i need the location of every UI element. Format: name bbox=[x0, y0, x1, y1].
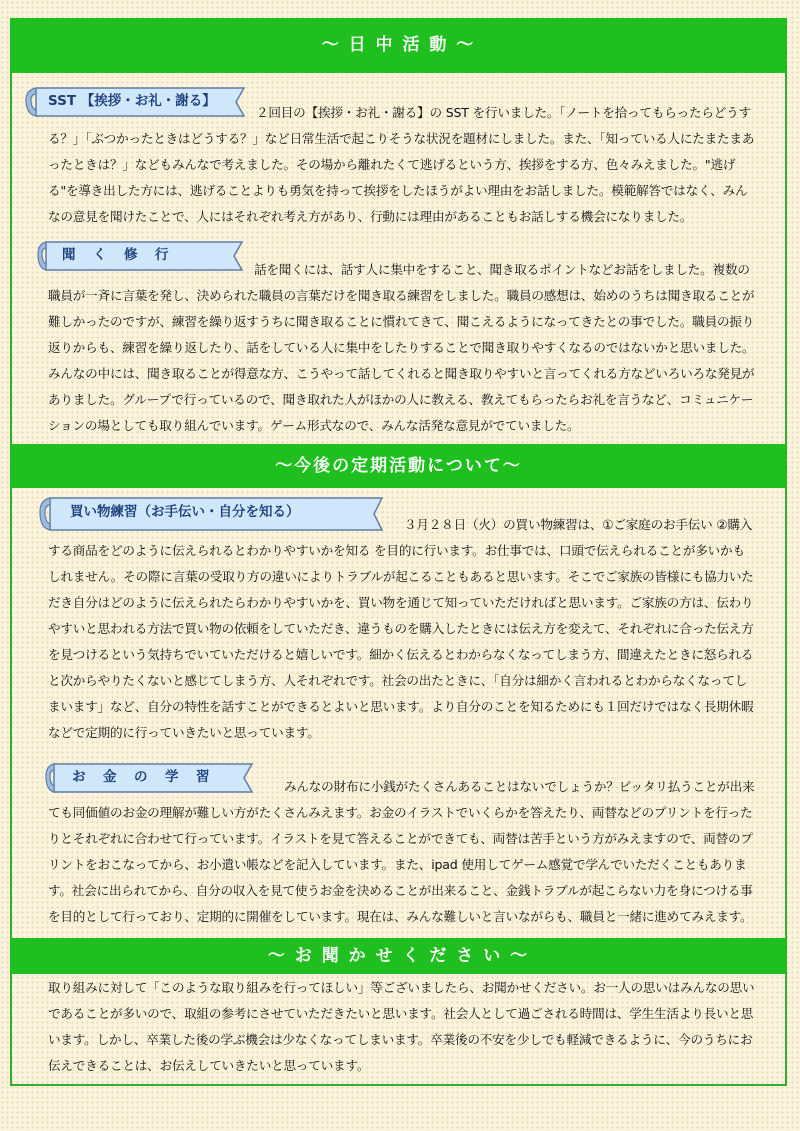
paragraph-listen: 話を聞くには、話す人に集中をすること、聞き取るポイントなどお話をしました。複数の職員が一斉に言葉を発し、決められた職員の言葉だけを聞き取る練習をしました。職員の感想は、始めのうちは聞き取ることが難しかったのですが、練習を繰り返すうちに聞き取ることに慣れてきて、聞こえるようになってきたとの事でした。職員の振り返りからも、練習を繰り返したり、話をしている人に集中をしたりすることで聞き取りやすくなるのではないかと思いました。みんなの中には、聞き取ることが得意な方、こうやって話してくれると聞き取りやすいと言ってくれる方などいろいろな発見がありました。グループで行っているので、聞き取れた人がほかの人に教える、教えてもらったらお礼を言うなど、コミュニケーションの場としても取り組んでいます。ゲーム形式なので、みんな活発な意見がでていました。 bbox=[48, 262, 755, 433]
paragraph-shopping: ３月２８日（火）の買い物練習は、①ご家庭のお手伝い ②購入する商品をどのように伝えられるとわかりやすいかを知る を目的に行います。お仕事では、口頭で伝えられることが多いかもしれません。その際に言葉の受取り方の違いによりトラブルが起こることもあると思います。そこでご家族の皆様にも協力いただき自分はどのように伝えられたらわかりやすいかを、買い物を通じて知っていただければと思います。ご家族の方は、伝わりやすいと思われる方法で買い物の依頼をしていただき、違うものを購入したときには伝え方を変えて、それぞれに合った伝え方を見つけるという気持ちでいていただけると嬉しいです。細かく伝えるとわからなくなってしまう方、間違えたときに怒られると次からやりたくないと感じてしまう方、人それぞれです。社会の出たときに、「自分は細かく言われるとわからなくなってしまいます」など、自分の特性を話すことができるとよいと思います。より自分のことを知るためにも１回だけではなく長期休暇などで定期的に行っていきたいと思っています。 bbox=[48, 517, 754, 740]
ribbon-text: お 金 の 学 習 bbox=[72, 769, 212, 785]
ribbon-text: 聞 く 修 行 bbox=[62, 247, 171, 263]
section-header-daytime bbox=[10, 18, 787, 73]
paragraph-money: みんなの財布に小銭がたくさんあることはないでしょうか？ピッタリ払うことが出来ても同価値のお金の理解が難しい方がたくさんみえます。お金のイラストでいくらかを答えたり、両替などのプリントを行ったりとそれぞれに合わせて行っています。イラストを見て答えることができても、両替は苦手という方がみえますので、両替のプリントをおこなってから、お小遣い帳などを記入しています。また、ipad 使用してゲーム感覚で学んでいただくこともあります。社会に出られてから、自分の収入を見て使うお金を決めることが出来ること、金銭トラブルが起こらない力を身につける事を目的として行っており、定期的に開催をしています。現在は、みんな難しいと言いながらも、職員と一緒に進めてみえます。 bbox=[48, 779, 755, 924]
section-header-future bbox=[10, 444, 787, 488]
paragraph-request: 取り組みに対して「このような取り組みを行ってほしい」等ございましたら、お聞かせください。お一人の思いはみんなの思いであることが多いので、取組の参考にさせていただきたいと思います。社会人として過ごされる時間は、学生生活より長いと思います。しかし、卒業した後の学ぶ機会は少なくなってしまいます。卒業後の不安を少しでも軽減できるように、今のうちにお伝えできることは、お伝えしていきたいと思っています。 bbox=[48, 980, 755, 1073]
section-title: ～今後の定期活動について～ bbox=[275, 456, 522, 476]
section-title: ～ 日 中 活 動 ～ bbox=[321, 35, 476, 55]
section-title: ～ お 聞 か せ く だ さ い ～ bbox=[267, 946, 530, 966]
ribbon-text: 買い物練習（お手伝い・自分を知る） bbox=[70, 504, 300, 520]
paragraph-sst: ２回目の【挨拶・お礼・謝る】の SST を行いました。「ノートを拾ってもらったらどうする？」「ぶつかったときはどうする？」など日常生活で起こりそうな状況を題材にしました。また、「知っている人にたまたまあったときは？」などもみんなで考えました。その場から離れたくて逃げるという方、挨拶をする方、色々みえました。"逃げる"を導き出した方には、逃げることよりも勇気を持って挨拶をしたほうがよい理由をお話しました。模範解答ではなく、みんなの意見を聞けたことで、人にはそれぞれ考え方があり、行動には理由があることもお話しする機会になりました。 bbox=[48, 105, 755, 224]
section-header-ask bbox=[10, 938, 787, 974]
ribbon-text: SST 【挨拶・お礼・謝る】 bbox=[48, 93, 216, 109]
